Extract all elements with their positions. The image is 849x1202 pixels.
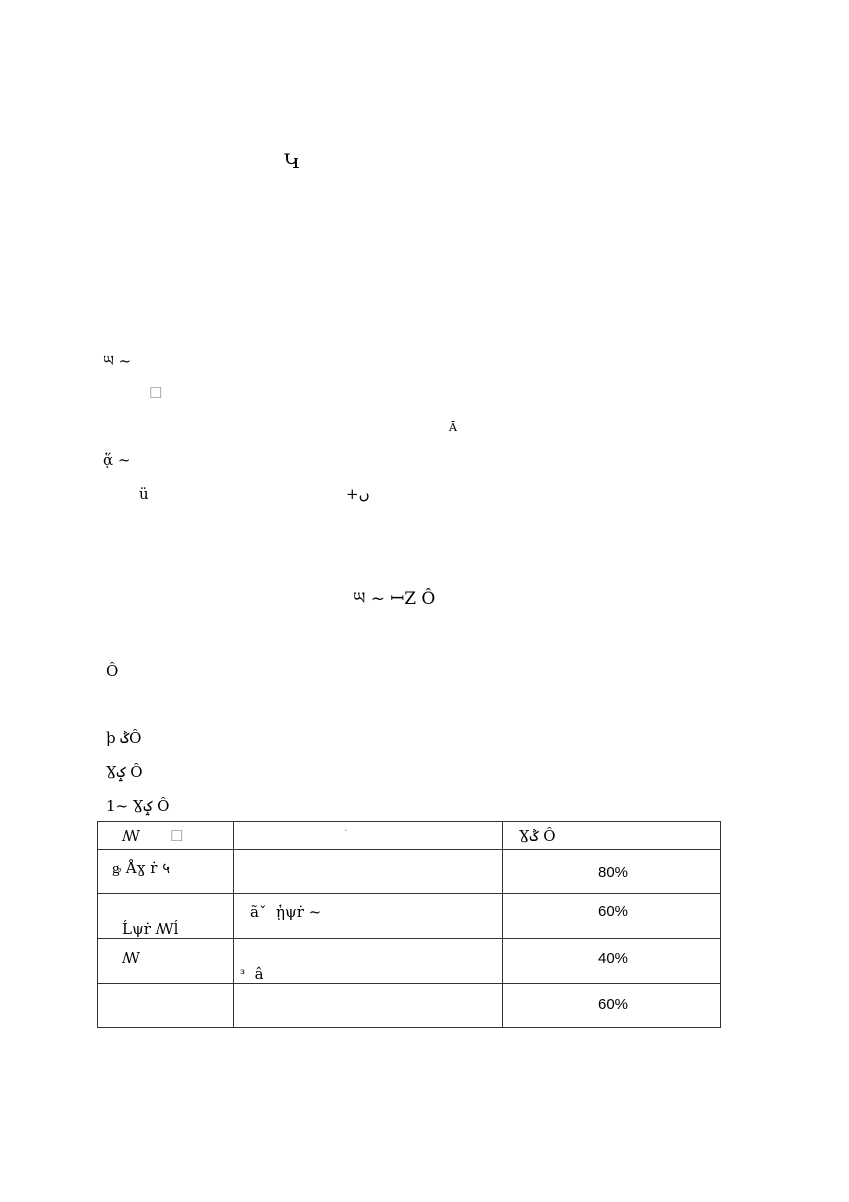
- text-line-6: Ô: [106, 662, 119, 680]
- header-cell-2: [234, 822, 503, 850]
- table-cell: [234, 984, 503, 1028]
- table-cell: [503, 939, 721, 984]
- table-cell: [234, 850, 503, 894]
- table-row: [98, 984, 721, 1028]
- table-cell: [98, 984, 234, 1028]
- placeholder-box-icon: ☐: [149, 384, 163, 402]
- table-cell: [98, 850, 234, 894]
- table-row: [98, 939, 721, 984]
- placeholder-box-icon: ☐: [170, 827, 184, 845]
- table-cell: [503, 984, 721, 1028]
- cell-text: Ĺψṙ ꟿĺ: [122, 920, 179, 938]
- text-line-8: Ɣݤ Ô: [106, 763, 143, 781]
- section-heading: ཡ ~ ꟷZ Ô: [353, 589, 436, 609]
- table-cell: [503, 894, 721, 939]
- header-cell-3-text: Ɣݣ Ô: [519, 827, 556, 845]
- cell-text: ꟿ: [122, 949, 141, 967]
- text-line-1: ཡ ~: [103, 352, 132, 370]
- text-line-5b: +ں: [346, 485, 370, 503]
- text-line-5a: ü: [139, 485, 149, 503]
- table-row: [98, 894, 721, 939]
- table-cell: [98, 939, 234, 984]
- cell-text: ᶃ Åɣ ṙ ५: [112, 859, 171, 877]
- header-cell-2-text: ·: [344, 824, 348, 837]
- document-title-glyph: Կ: [284, 149, 301, 173]
- cell-text: ãˇ ᾑψṙ ~: [250, 903, 322, 921]
- table-cell: [234, 894, 503, 939]
- table-cell: [98, 894, 234, 939]
- text-line-3: Ā: [449, 421, 457, 434]
- text-line-4: ᾅ ~: [103, 451, 131, 469]
- data-table: [97, 821, 721, 1028]
- percent-value: 60%: [598, 996, 629, 1013]
- table-cell: [234, 939, 503, 984]
- header-cell-3: [503, 822, 721, 850]
- text-line-9: 1~ Ɣݤ Ô: [106, 797, 170, 815]
- cell-text: ᵌ â: [240, 965, 264, 983]
- text-line-7: ϸ ݣÔ: [106, 729, 142, 747]
- percent-value: 60%: [598, 903, 629, 920]
- table-cell: [503, 850, 721, 894]
- percent-value: 40%: [598, 950, 629, 967]
- percent-value: 80%: [598, 864, 629, 881]
- header-cell-1: [98, 822, 234, 850]
- table-row: [98, 850, 721, 894]
- table-header-row: [98, 822, 721, 850]
- header-cell-1-text: ꟿ: [122, 827, 141, 845]
